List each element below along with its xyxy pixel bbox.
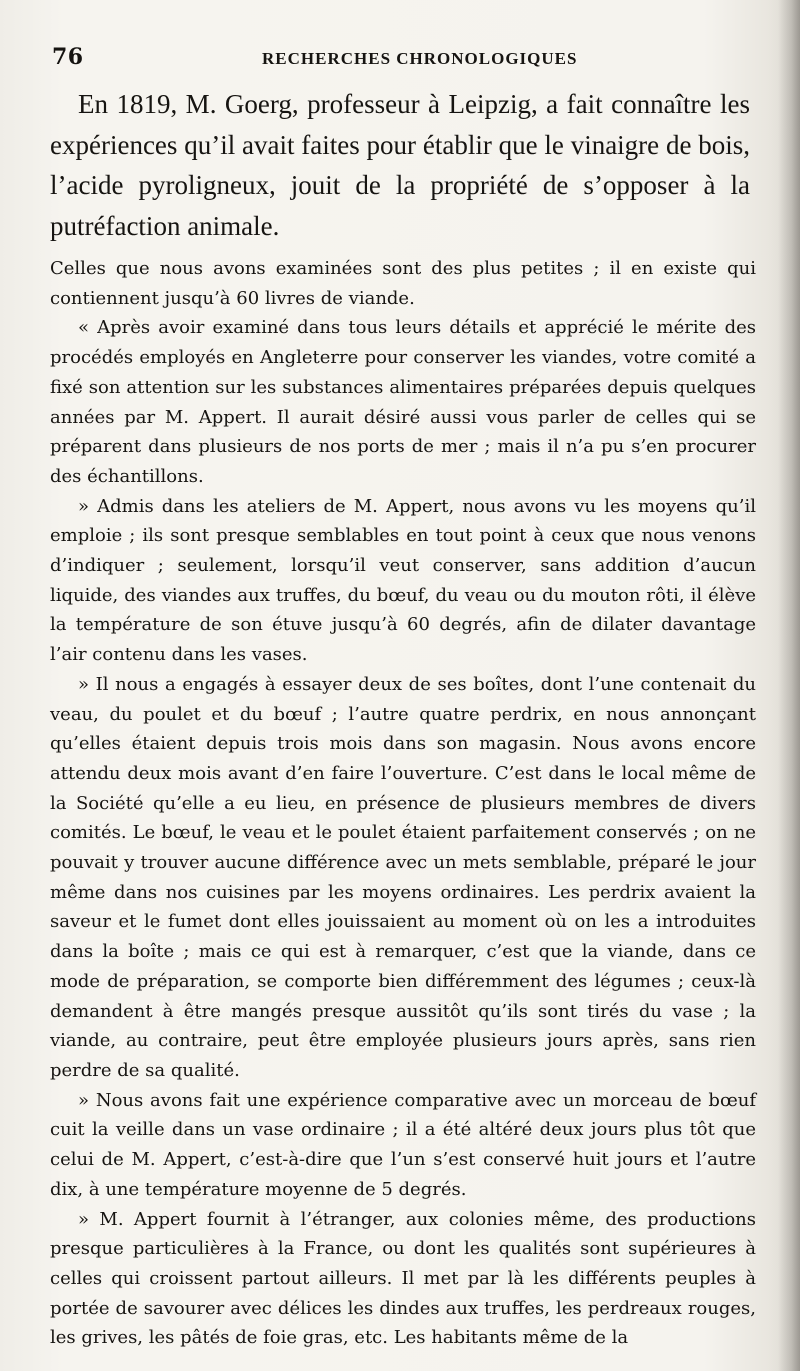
page-number: 76 bbox=[52, 44, 84, 70]
paragraph: « Après avoir examiné dans tous leurs détails et apprécié le mérite des procédés employés en Angleterre pour conserver les viandes, votre comité a fixé son attention sur les substances alimentaires préparées depuis quelques années par M. Appert. Il aurait désiré aussi vous parler de celles qui se préparent dans plusieurs de nos ports de mer ; mais il n’a pu s’en procurer des échantillons. bbox=[50, 317, 756, 487]
paragraph: » M. Appert fournit à l’étranger, aux colonies même, des productions presque particulières à la France, ou dont les qualités sont supérieures à celles qui croissent partout ailleurs. Il met par là les différents peuples à portée de savourer avec délices les dindes aux truffes, les perdreaux rouges, les grives, les pâtés de foie gras, etc. Les habitants même de la bbox=[50, 1208, 756, 1349]
paragraph: Celles que nous avons examinées sont des plus petites ; il en existe qui contiennent jusqu’à 60 livres de viande. bbox=[50, 258, 756, 309]
paragraph: » Admis dans les ateliers de M. Appert, nous avons vu les moyens qu’il emploie ; ils sont presque semblables en tout point à ceux que nous venons d’indiquer ; seulement, lorsqu’il veut conserver, sans addition d’aucun liquide, des viandes aux truffes, du bœuf, du veau ou du mouton rôti, il élève la température de son étuve jusqu’à 60 degrés, afin de dilater davantage l’air contenu dans les vases. bbox=[50, 495, 756, 666]
page-header bbox=[52, 44, 752, 74]
paragraph: » Nous avons fait une expérience comparative avec un morceau de bœuf cuit la veille dans un vase ordinaire ; il a été altéré deux jours plus tôt que celui de M. Appert, c’est-à-dire que l’un s’est conservé huit jours et l’autre dix, à une température moyenne de 5 degrés. bbox=[50, 1089, 756, 1200]
page-edge-shadow bbox=[778, 0, 800, 1371]
intro-paragraph: En 1819, M. Goerg, professeur à Leipzig, a fait connaître les expériences qu’il avait faites pour établir que le vinaigre de bois, l’acide pyroligneux, jouit de la propriété de s’opposer à la putréfaction animale. bbox=[50, 89, 750, 241]
paragraph: » Il nous a engagés à essayer deux de ses boîtes, dont l’une contenait du veau, du poulet et du bœuf ; l’autre quatre perdrix, en nous annonçant qu’elles étaient depuis trois mois dans son magasin. Nous avons encore attendu deux mois avant d’en faire l’ouverture. C’est dans le local même de la Société qu’elle a eu lieu, en présence de plusieurs membres de divers comités. Le bœuf, le veau et le poulet étaient parfaitement conservés ; on ne pouvait y trouver aucune différence avec un mets semblable, préparé le jour même dans nos cuisines par les moyens ordinaires. Les perdrix avaient la saveur et le fumet dont elles jouissaient au moment où on les a introduites dans la boîte ; mais ce qui est à remarquer, c’est que la viande, dans ce mode de préparation, se comporte bien différemment des légumes ; ceux-là demandent à être mangés presque aussitôt qu’ils sont tirés du vase ; la viande, au contraire, peut être employée plusieurs jours après, sans rien perdre de sa qualité. bbox=[50, 673, 756, 1081]
body-text bbox=[50, 254, 756, 1353]
running-head: RECHERCHES CHRONOLOGIQUES bbox=[262, 49, 578, 68]
